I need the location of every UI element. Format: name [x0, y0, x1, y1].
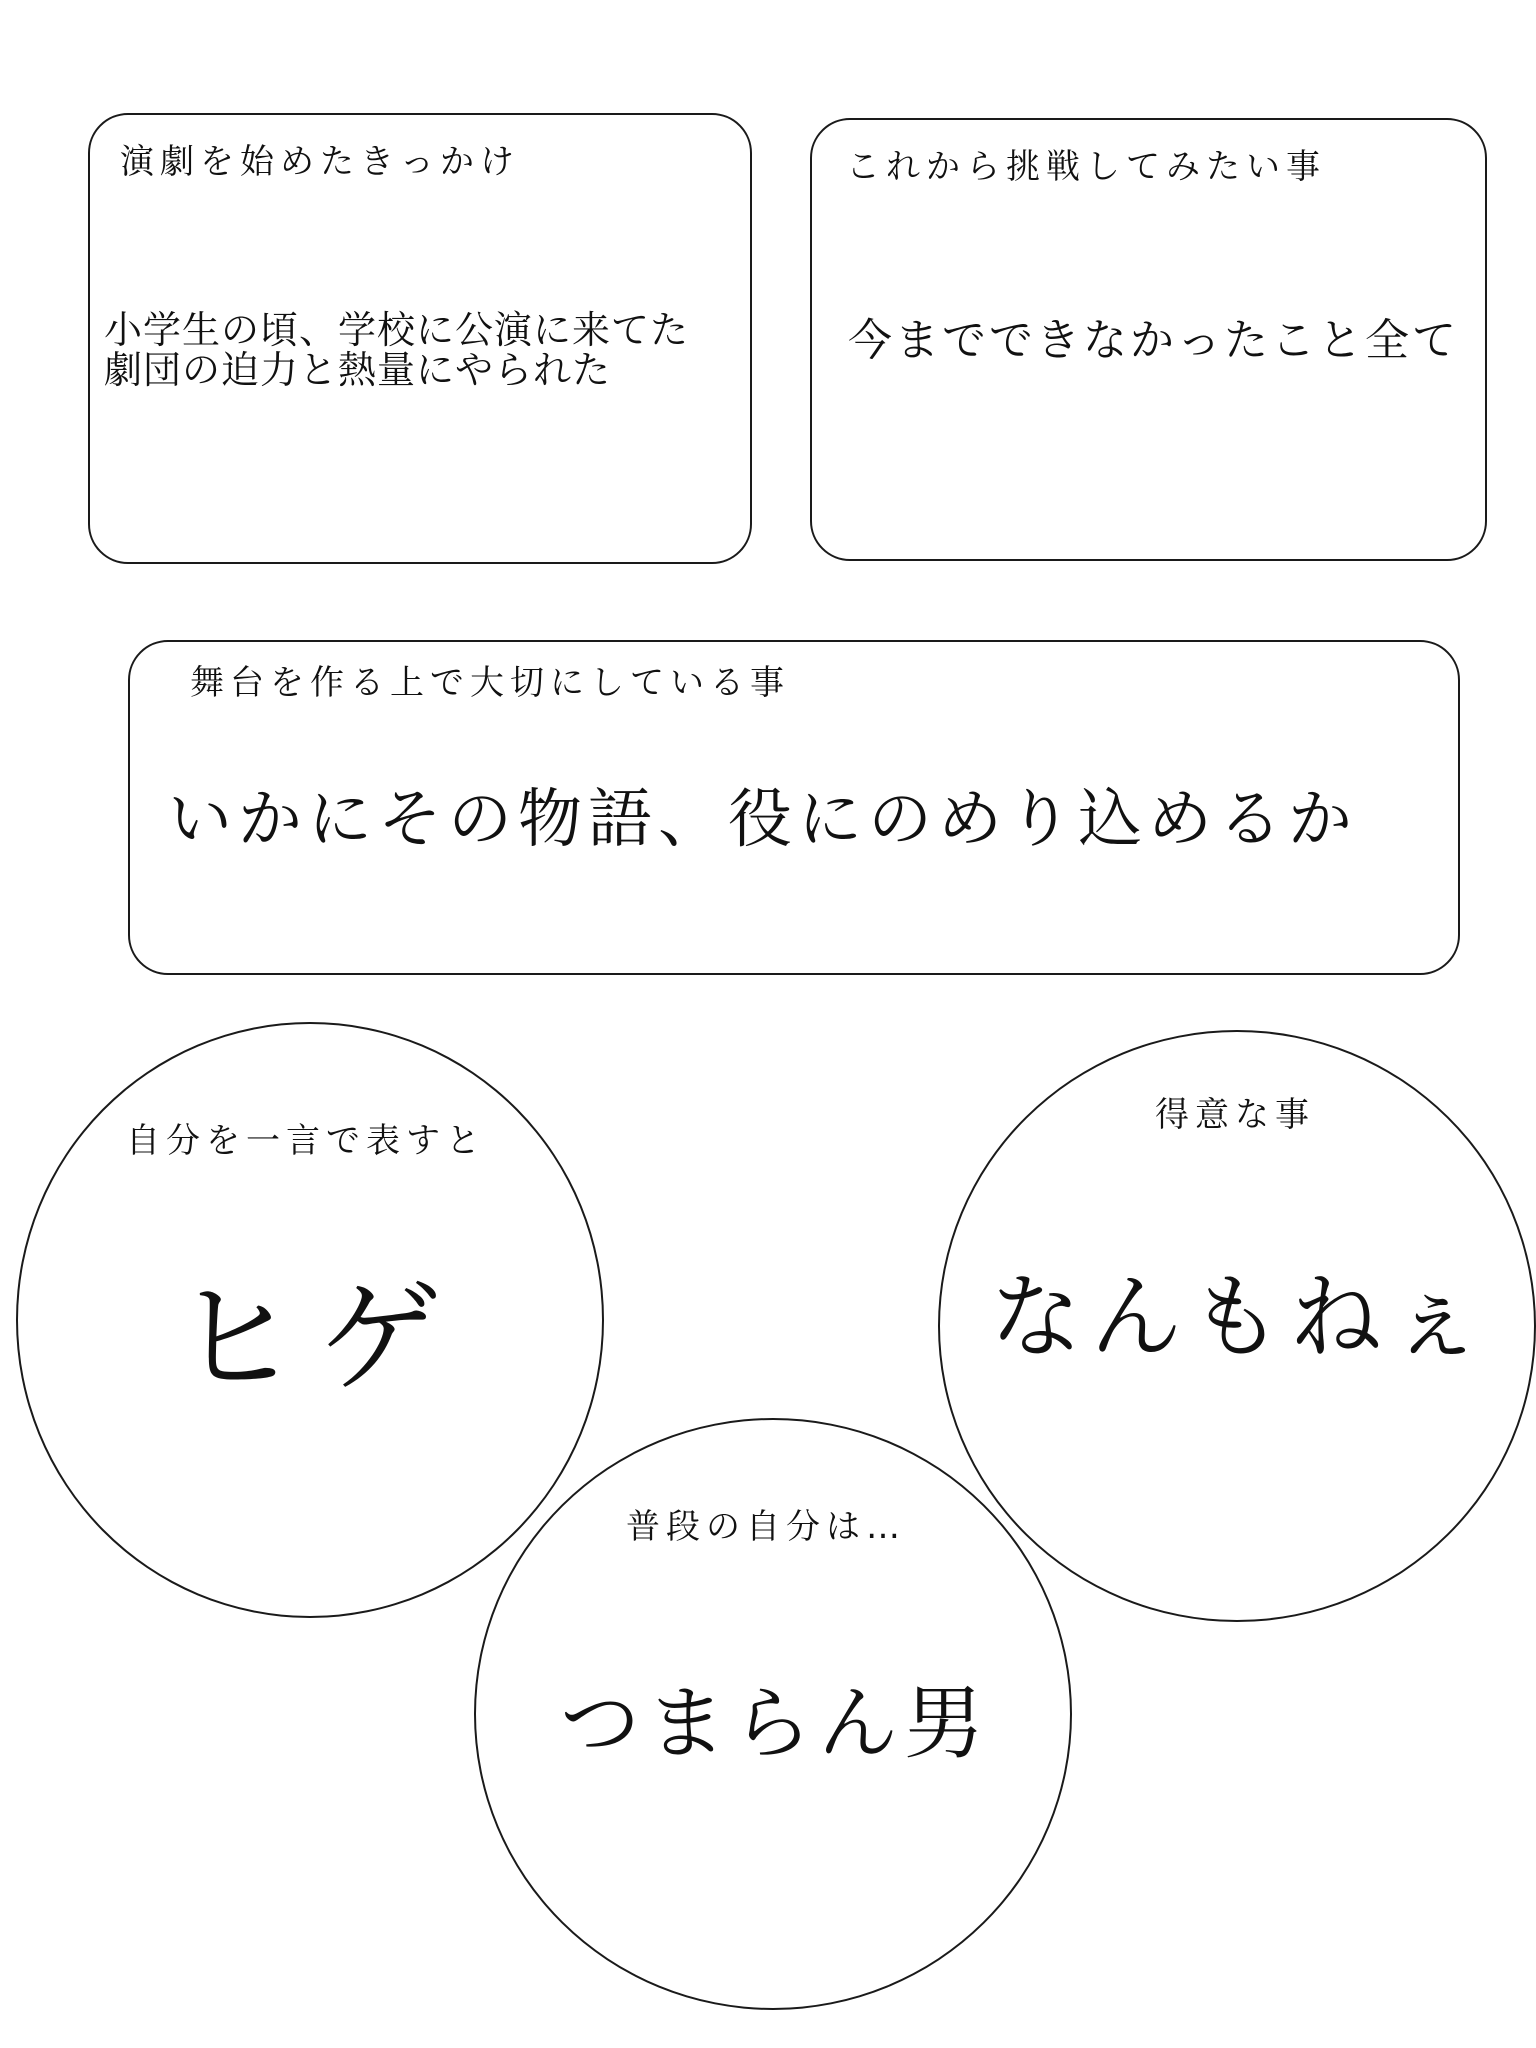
circle-label: 普段の自分は… — [626, 1507, 906, 1547]
answer-line-2: 劇団の迫力と熱量にやられた — [104, 347, 612, 392]
card-label: これから挑戦してみたい事 — [846, 147, 1326, 187]
circle-oneword — [16, 1022, 604, 1618]
circle-strength — [938, 1030, 1536, 1622]
card-label: 舞台を作る上で大切にしている事 — [190, 663, 790, 703]
card-answer: いかにその物語、役にのめり込めるか — [168, 783, 1358, 857]
circle-answer: なんもねぇ — [990, 1264, 1491, 1371]
circle-answer: ヒゲ — [174, 1267, 463, 1411]
card-answer — [104, 308, 690, 392]
card-kikkake — [88, 113, 752, 564]
answer-line-1: 小学生の頃、学校に公演に来てた — [104, 308, 690, 352]
card-answer: 今までできなかったこと全て — [848, 315, 1459, 366]
card-challenge — [810, 118, 1487, 561]
circle-answer: つまらん男 — [560, 1677, 990, 1770]
circle-label: 自分を一言で表すと — [126, 1121, 486, 1161]
card-label: 演劇を始めたきっかけ — [120, 142, 520, 182]
card-important — [128, 640, 1460, 975]
circle-usual — [474, 1418, 1072, 2010]
circle-label: 得意な事 — [1155, 1095, 1315, 1135]
